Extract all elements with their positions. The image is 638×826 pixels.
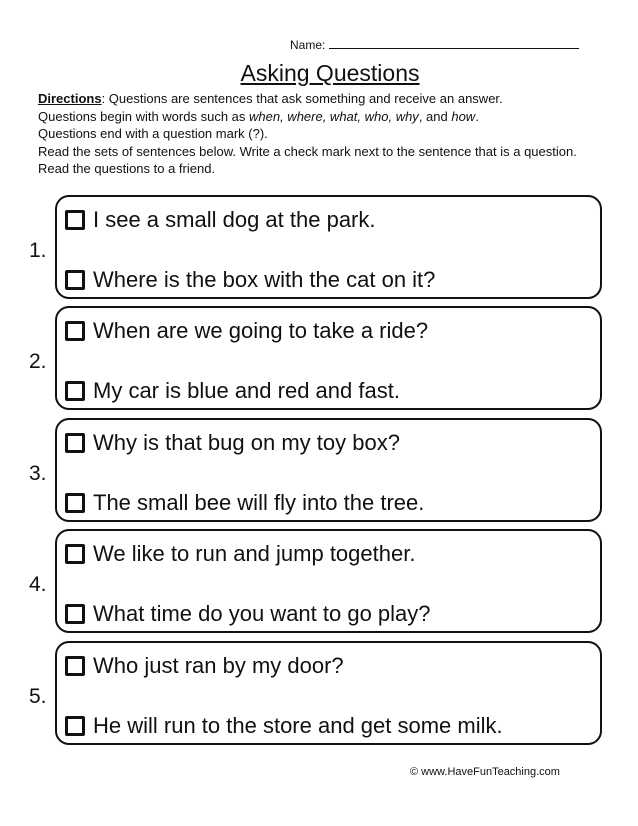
page-title bbox=[0, 60, 638, 87]
sentence-text: My car is blue and red and fast. bbox=[93, 378, 400, 403]
checkbox[interactable] bbox=[65, 716, 85, 736]
directions-line3: Questions end with a question mark (?). bbox=[38, 126, 268, 141]
sentence-option[interactable] bbox=[65, 601, 431, 627]
directions-period: . bbox=[475, 108, 479, 124]
checkbox[interactable] bbox=[65, 493, 85, 513]
sentence-text: Why is that bug on my toy box? bbox=[93, 430, 400, 455]
set-number: 3. bbox=[29, 462, 47, 485]
sentence-text: Who just ran by my door? bbox=[93, 653, 344, 678]
sentence-option[interactable] bbox=[65, 430, 400, 456]
sentence-option[interactable] bbox=[65, 318, 428, 344]
question-words: when, where, what, who, why bbox=[249, 108, 419, 124]
sentence-option[interactable] bbox=[65, 653, 344, 679]
name-line[interactable] bbox=[329, 37, 579, 49]
set-number: 4. bbox=[29, 573, 47, 596]
sentence-set bbox=[29, 641, 602, 745]
name-label: Name: bbox=[290, 38, 326, 52]
sentence-option[interactable] bbox=[65, 713, 503, 739]
sentence-option[interactable] bbox=[65, 541, 415, 567]
sentence-option[interactable] bbox=[65, 490, 424, 516]
checkbox[interactable] bbox=[65, 656, 85, 676]
name-field[interactable] bbox=[290, 37, 579, 52]
question-word-how: how bbox=[451, 108, 476, 124]
sentence-text: What time do you want to go play? bbox=[93, 601, 431, 626]
set-number: 2. bbox=[29, 350, 47, 373]
checkbox[interactable] bbox=[65, 604, 85, 624]
set-number: 1. bbox=[29, 239, 47, 262]
sentence-text: When are we going to take a ride? bbox=[93, 318, 429, 343]
sentence-text: We like to run and jump together. bbox=[93, 541, 416, 566]
directions-line4: Read the sets of sentences below. Write a check mark next to the sentence that is a question. Read the questions to a friend. bbox=[38, 143, 577, 176]
checkbox[interactable] bbox=[65, 270, 85, 290]
set-number: 5. bbox=[29, 685, 47, 708]
checkbox[interactable] bbox=[65, 321, 85, 341]
directions bbox=[38, 90, 598, 178]
sentence-set bbox=[29, 306, 602, 410]
checkbox[interactable] bbox=[65, 381, 85, 401]
checkbox[interactable] bbox=[65, 433, 85, 453]
sentence-option[interactable] bbox=[65, 207, 376, 233]
sentence-text: He will run to the store and get some milk. bbox=[93, 713, 503, 738]
directions-label: Directions bbox=[38, 91, 102, 106]
sentence-text: Where is the box with the cat on it? bbox=[93, 267, 436, 292]
directions-and: , and bbox=[418, 108, 452, 124]
directions-line2: Questions begin with words such as bbox=[38, 108, 249, 124]
sentence-text: The small bee will fly into the tree. bbox=[93, 490, 425, 515]
checkbox[interactable] bbox=[65, 544, 85, 564]
copyright: © www.HaveFunTeaching.com bbox=[410, 766, 560, 778]
title-text: Asking Questions bbox=[240, 60, 420, 86]
directions-line1: : Questions are sentences that ask something and receive an answer. bbox=[101, 91, 503, 106]
sentence-set bbox=[29, 195, 602, 299]
sentence-option[interactable] bbox=[65, 378, 400, 404]
checkbox[interactable] bbox=[65, 210, 85, 230]
sentence-set bbox=[29, 529, 602, 633]
sentence-set bbox=[29, 418, 602, 522]
sentence-option[interactable] bbox=[65, 267, 435, 293]
sentence-text: I see a small dog at the park. bbox=[93, 207, 376, 232]
